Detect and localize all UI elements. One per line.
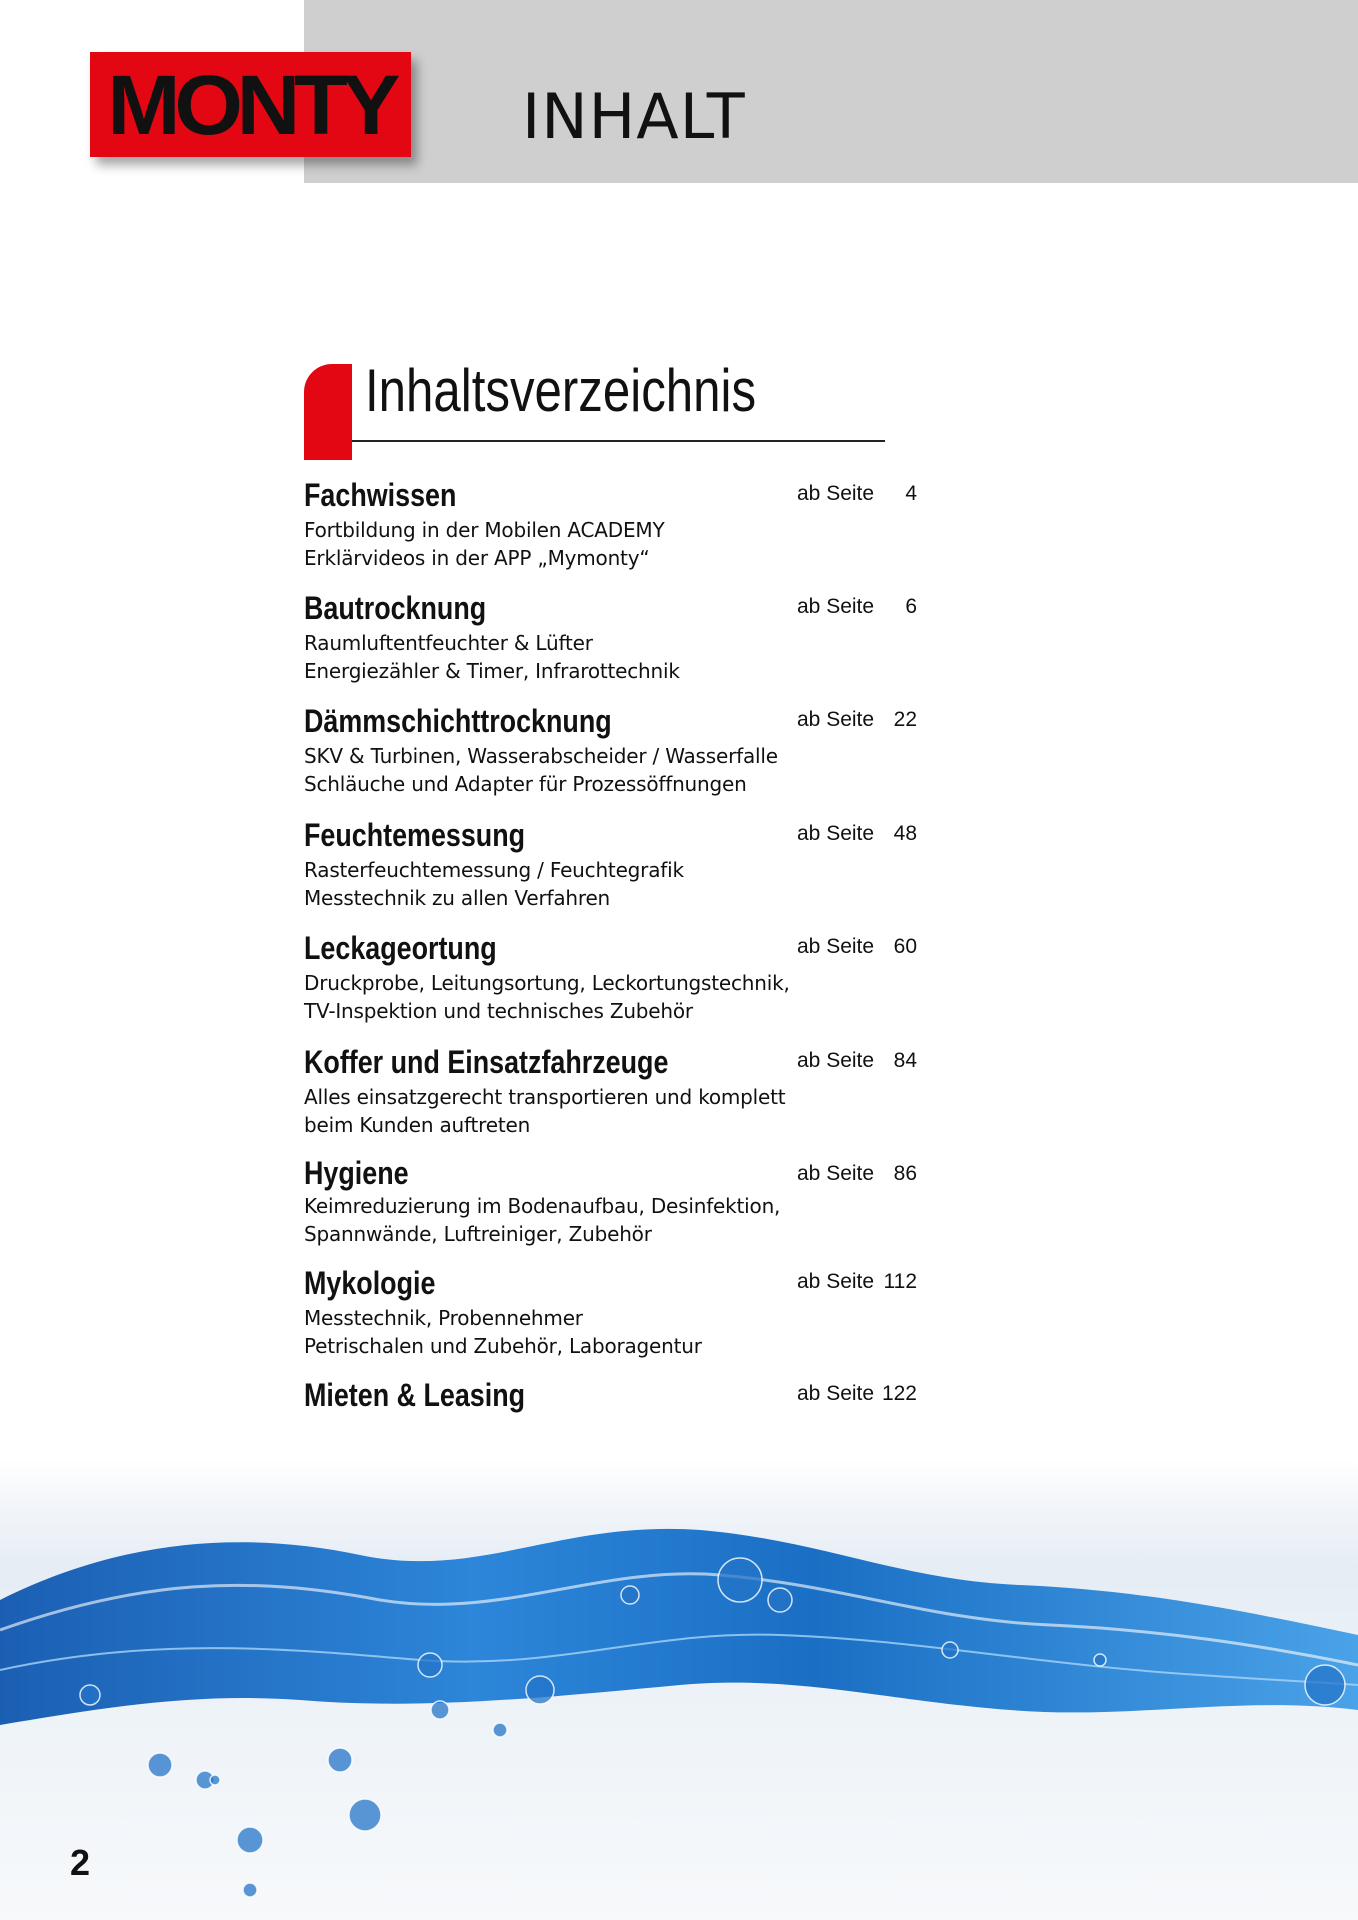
toc-divider — [352, 440, 885, 442]
page-title: INHALT — [522, 80, 746, 153]
toc-entry-description: Rasterfeuchtemessung / Feuchtegrafik — [304, 858, 684, 882]
toc-entry-description: TV-Inspektion und technisches Zubehör — [304, 999, 693, 1023]
toc-entry-description: Fortbildung in der Mobilen ACADEMY — [304, 518, 665, 542]
toc-entry-page: ab Seite 86 — [797, 1162, 917, 1185]
toc-entry-description: beim Kunden auftreten — [304, 1113, 531, 1137]
toc-entry-page: ab Seite 48 — [797, 822, 917, 845]
logo-text: MONTY — [107, 57, 394, 152]
toc-entry-description: Erklärvideos in der APP „Mymonty“ — [304, 546, 650, 570]
toc-entry-page: ab Seite 112 — [797, 1270, 917, 1293]
toc-entry-title: Bautrocknung — [304, 590, 487, 626]
toc-entry-page: ab Seite 122 — [797, 1382, 917, 1405]
toc-entry-title: Mykologie — [304, 1265, 436, 1301]
toc-entry-daemmschichttrocknung[interactable] — [304, 700, 924, 814]
toc-entry-title: Hygiene — [304, 1155, 409, 1191]
toc-entry-description: Alles einsatzgerecht transportieren und komplett — [304, 1085, 786, 1109]
toc-entry-leckageortung[interactable] — [304, 927, 924, 1041]
toc-entry-page: ab Seite 4 — [797, 482, 917, 505]
water-wave-image — [0, 1460, 1358, 1920]
header-band — [304, 0, 1358, 183]
toc-entry-title: Leckageortung — [304, 930, 497, 966]
toc-heading: Inhaltsverzeichnis — [365, 357, 757, 424]
toc-entry-description: Druckprobe, Leitungsortung, Leckortungstechnik, — [304, 971, 790, 995]
toc-entry-description: Raumluftentfeuchter & Lüfter — [304, 631, 593, 655]
toc-entry-page: ab Seite 6 — [797, 595, 917, 618]
toc-entry-description: Energiezähler & Timer, Infrarottechnik — [304, 659, 680, 683]
toc-entry-description: Schläuche und Adapter für Prozessöffnungen — [304, 772, 747, 796]
toc-entry-title: Fachwissen — [304, 477, 457, 513]
toc-entry-title: Mieten & Leasing — [304, 1377, 526, 1413]
toc-entry-mieten-leasing[interactable] — [304, 1374, 924, 1422]
toc-entry-description: SKV & Turbinen, Wasserabscheider / Wasserfalle — [304, 744, 778, 768]
toc-entry-page: ab Seite 60 — [797, 935, 917, 958]
toc-entry-description: Keimreduzierung im Bodenaufbau, Desinfektion, — [304, 1194, 781, 1218]
toc-entry-description: Messtechnik, Probennehmer — [304, 1306, 583, 1330]
toc-entry-fachwissen[interactable] — [304, 474, 924, 587]
toc-entry-hygiene[interactable] — [304, 1154, 924, 1262]
monty-logo — [90, 52, 411, 157]
toc-entry-feuchtemessung[interactable] — [304, 814, 924, 927]
toc-entry-mykologie[interactable] — [304, 1262, 924, 1374]
toc-entry-title: Koffer und Einsatzfahrzeuge — [304, 1044, 669, 1080]
toc-entry-description: Petrischalen und Zubehör, Laboragentur — [304, 1334, 702, 1358]
toc-entry-bautrocknung[interactable] — [304, 587, 924, 700]
toc-entry-description: Messtechnik zu allen Verfahren — [304, 886, 611, 910]
toc-heading-tab — [304, 364, 352, 460]
toc-entry-koffer[interactable] — [304, 1041, 924, 1154]
toc-entry-page: ab Seite 84 — [797, 1049, 917, 1072]
page-number: 2 — [70, 1842, 91, 1883]
toc-entry-title: Dämmschichttrocknung — [304, 703, 612, 739]
toc-entry-page: ab Seite 22 — [797, 708, 917, 731]
toc-list — [304, 474, 924, 1422]
toc-entry-description: Spannwände, Luftreiniger, Zubehör — [304, 1222, 652, 1246]
toc-entry-title: Feuchtemessung — [304, 817, 526, 853]
